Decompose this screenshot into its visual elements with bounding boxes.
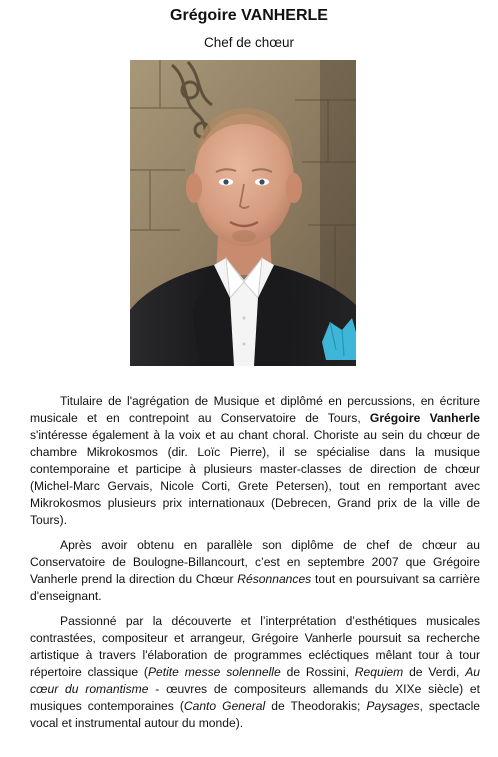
portrait-photo bbox=[130, 60, 356, 366]
person-role: Chef de chœur bbox=[203, 35, 295, 50]
bio-paragraph-1 bbox=[30, 393, 480, 529]
bio-text: tout en poursuivant sa carrière d'enseignant. bbox=[30, 572, 480, 603]
bio-text: de Rossini, bbox=[280, 665, 355, 679]
bio-text: - œuvres de compositeurs allemands du XIXe siècle) et musiques contemporaines ( bbox=[30, 682, 480, 713]
work-title: Au cœur du romantisme bbox=[30, 665, 480, 696]
bio-paragraph-2 bbox=[30, 537, 480, 605]
bio-name-bold: Grégoire Vanherle bbox=[369, 411, 480, 425]
work-title: Petite messe solennelle bbox=[147, 665, 281, 679]
ensemble-title: Résonnances bbox=[237, 572, 312, 586]
person-name: Grégoire VANHERLE bbox=[170, 7, 328, 24]
work-title: Requiem bbox=[354, 665, 404, 679]
bio-text: Après avoir obtenu en parallèle son diplôme de chef de chœur au Conservatoire de Boulogne-Billancourt, c’est en septembre 2007 que Grégoire Vanherle prend la direction du Chœur bbox=[30, 538, 480, 586]
bio-text: Passionné par la découverte et l’interprétation d’esthétiques musicales contrastées, compositeur et arrangeur, Grégoire Vanherle poursuit sa recherche artistique à travers l'élaboration de programmes ecléctiques mêlant tour à tour répertoire classique ( bbox=[30, 614, 480, 679]
work-title: Canto General bbox=[183, 699, 266, 713]
bio-text: de Verdi, bbox=[403, 665, 466, 679]
bio-text: s'intéresse également à la voix et au chant choral. Choriste au sein du chœur de chambre Mikrokosmos (dir. Loïc Pierre), il se spécialise dans la musique contemporaine et participe à plusieurs master-classes de direction de chœur (Michel-Marc Gervais, Nicole Corti, Grete Petersen), tout en remportant avec Mikrokosmos plusieurs prix internationaux (Debrecen, Grand prix de la ville de Tours). bbox=[30, 428, 480, 527]
biography-text bbox=[30, 393, 480, 740]
bio-text: de Theodorakis; bbox=[265, 699, 367, 713]
bio-paragraph-3 bbox=[30, 613, 480, 732]
bio-text: Titulaire de l'agrégation de Musique et diplômé en percussions, en écriture musicale et en contrepoint au Conservatoire de Tours, bbox=[30, 394, 480, 425]
work-title: Paysages bbox=[366, 699, 420, 713]
bio-text: , spectacle vocal et instrumental autour du monde). bbox=[30, 699, 480, 730]
